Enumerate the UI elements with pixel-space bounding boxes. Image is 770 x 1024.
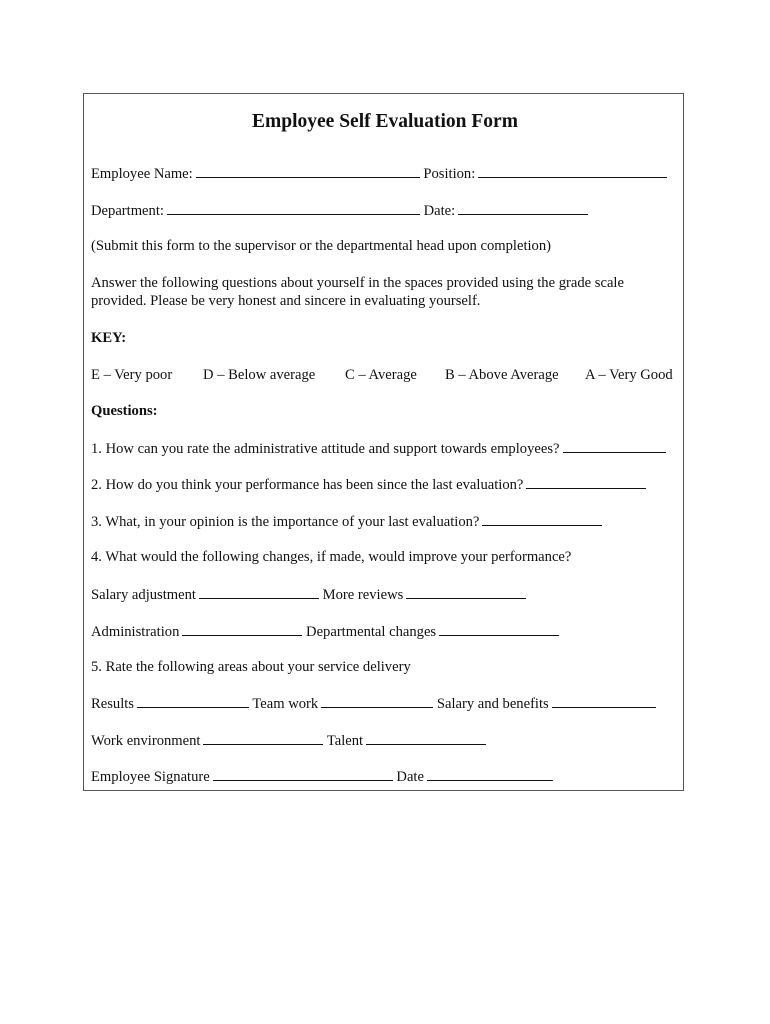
work-environment-label: Work environment bbox=[91, 733, 201, 749]
results-field[interactable] bbox=[137, 694, 249, 708]
question-1-answer-field[interactable] bbox=[563, 439, 666, 453]
question-3-answer-field[interactable] bbox=[482, 512, 602, 526]
administration-row bbox=[91, 622, 559, 641]
work-environment-row bbox=[91, 731, 486, 750]
question-2-text: 2. How do you think your performance has been since the last evaluation? bbox=[91, 477, 524, 493]
team-work-field[interactable] bbox=[321, 694, 433, 708]
position-field[interactable] bbox=[478, 164, 667, 178]
departmental-changes-field[interactable] bbox=[439, 622, 559, 636]
employee-name-field[interactable] bbox=[196, 164, 420, 178]
date-label: Date: bbox=[423, 203, 456, 219]
questions-heading: Questions: bbox=[91, 403, 158, 419]
question-3-row bbox=[91, 512, 602, 531]
salary-adjustment-field[interactable] bbox=[199, 585, 319, 599]
talent-field[interactable] bbox=[366, 731, 486, 745]
department-field[interactable] bbox=[167, 201, 420, 215]
department-row bbox=[91, 201, 588, 220]
salary-reviews-row bbox=[91, 585, 526, 604]
more-reviews-field[interactable] bbox=[406, 585, 526, 599]
question-2-answer-field[interactable] bbox=[526, 475, 646, 489]
question-1-text: 1. How can you rate the administrative attitude and support towards employees? bbox=[91, 441, 560, 457]
more-reviews-label: More reviews bbox=[322, 587, 404, 603]
signature-date-field[interactable] bbox=[427, 767, 553, 781]
question-5-text: 5. Rate the following areas about your service delivery bbox=[91, 659, 411, 675]
department-label: Department: bbox=[91, 203, 164, 219]
question-4-text: 4. What would the following changes, if made, would improve your performance? bbox=[91, 549, 572, 565]
key-heading: KEY: bbox=[91, 330, 127, 346]
key-item-a: A – Very Good bbox=[585, 367, 673, 383]
employee-signature-field[interactable] bbox=[213, 767, 393, 781]
salary-benefits-label: Salary and benefits bbox=[436, 696, 549, 712]
signature-date-label: Date bbox=[396, 769, 424, 785]
instructions-line-1: Answer the following questions about yourself in the spaces provided using the grade scale bbox=[91, 275, 624, 291]
service-delivery-row bbox=[91, 694, 656, 713]
key-item-c: C – Average bbox=[345, 367, 417, 383]
key-item-e: E – Very poor bbox=[91, 367, 173, 383]
employee-signature-label: Employee Signature bbox=[91, 769, 210, 785]
team-work-label: Team work bbox=[252, 696, 319, 712]
key-item-b: B – Above Average bbox=[445, 367, 559, 383]
question-1-row bbox=[91, 439, 666, 458]
position-label: Position: bbox=[423, 166, 476, 182]
administration-label: Administration bbox=[91, 624, 180, 640]
date-field[interactable] bbox=[458, 201, 588, 215]
signature-row bbox=[91, 767, 553, 786]
submit-note: (Submit this form to the supervisor or the departmental head upon completion) bbox=[91, 238, 552, 254]
question-3-text: 3. What, in your opinion is the importance of your last evaluation? bbox=[91, 514, 480, 530]
salary-benefits-field[interactable] bbox=[552, 694, 656, 708]
salary-adjustment-label: Salary adjustment bbox=[91, 587, 196, 603]
instructions-line-2: provided. Please be very honest and sincere in evaluating yourself. bbox=[91, 293, 481, 309]
form-title: Employee Self Evaluation Form bbox=[252, 111, 518, 132]
results-label: Results bbox=[91, 696, 134, 712]
key-item-d: D – Below average bbox=[203, 367, 316, 383]
administration-field[interactable] bbox=[182, 622, 302, 636]
question-2-row bbox=[91, 475, 646, 494]
work-environment-field[interactable] bbox=[203, 731, 323, 745]
employee-name-row bbox=[91, 164, 667, 183]
departmental-changes-label: Departmental changes bbox=[306, 624, 437, 640]
talent-label: Talent bbox=[326, 733, 364, 749]
employee-name-label: Employee Name: bbox=[91, 166, 193, 182]
